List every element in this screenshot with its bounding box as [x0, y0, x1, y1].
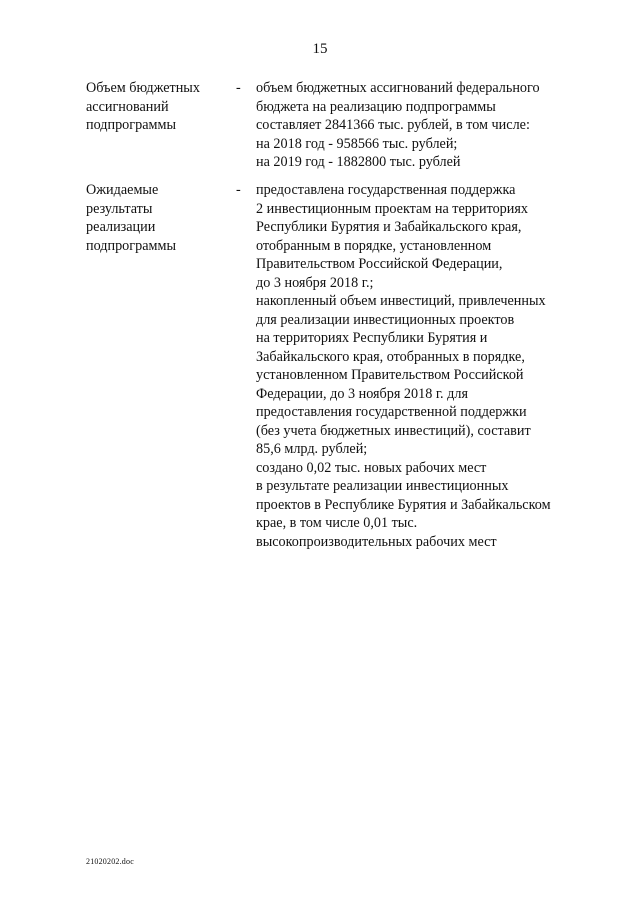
label-line: подпрограммы [86, 117, 176, 133]
value-line: на 2018 год - 958566 тыс. рублей; [256, 135, 458, 152]
value-line: установленном Правительством Российской [256, 367, 524, 383]
value-line: проектов в Республике Бурятия и Забайкальском [256, 496, 551, 513]
value-line: предоставлена государственная поддержка [256, 182, 516, 198]
value-line: отобранным в порядке, установленном [256, 237, 492, 254]
value-line: высокопроизводительных рабочих мест [256, 533, 497, 550]
value-line: Забайкальского края, отобранных в порядке, [256, 348, 525, 365]
value-line: на 2019 год - 1882800 тыс. рублей [256, 154, 461, 170]
expected-results-value [256, 181, 586, 551]
budget-allocation-value [256, 79, 586, 172]
value-line: создано 0,02 тыс. новых рабочих мест [256, 459, 487, 476]
value-line: для реализации инвестиционных проектов [256, 311, 515, 328]
label-line: Ожидаемые [86, 182, 159, 198]
value-line: крае, в том числе 0,01 тыс. [256, 515, 418, 531]
expected-results-label [86, 181, 226, 255]
value-line: бюджета на реализацию подпрограммы [256, 98, 496, 115]
page-number: 15 [312, 41, 328, 57]
value-line: накопленный объем инвестиций, привлеченных [256, 293, 546, 309]
value-line: Правительством Российской Федерации, [256, 256, 503, 272]
value-line: (без учета бюджетных инвестиций), составит [256, 422, 531, 439]
label-line: ассигнований [86, 98, 169, 115]
value-line: составляет 2841366 тыс. рублей, в том числе: [256, 117, 530, 133]
value-line: 85,6 млрд. рублей; [256, 441, 368, 457]
value-line: до 3 ноября 2018 г.; [256, 274, 374, 291]
value-line: предоставления государственной поддержки [256, 404, 527, 420]
label-line: Объем бюджетных [86, 80, 200, 96]
label-line: результаты [86, 200, 153, 217]
value-line: 2 инвестиционным проектам на территориях [256, 200, 528, 217]
value-line: Республики Бурятия и Забайкальского края, [256, 219, 522, 235]
separator-dash: - [236, 80, 241, 96]
separator-dash: - [236, 182, 241, 198]
label-line: подпрограммы [86, 237, 176, 254]
label-line: реализации [86, 219, 156, 235]
value-line: в результате реализации инвестиционных [256, 478, 509, 494]
value-line: объем бюджетных ассигнований федерального [256, 80, 540, 96]
value-line: на территориях Республики Бурятия и [256, 330, 488, 346]
budget-allocation-label [86, 79, 226, 135]
value-line: Федерации, до 3 ноября 2018 г. для [256, 385, 468, 402]
document-filename: 21020202.doc [86, 857, 134, 866]
